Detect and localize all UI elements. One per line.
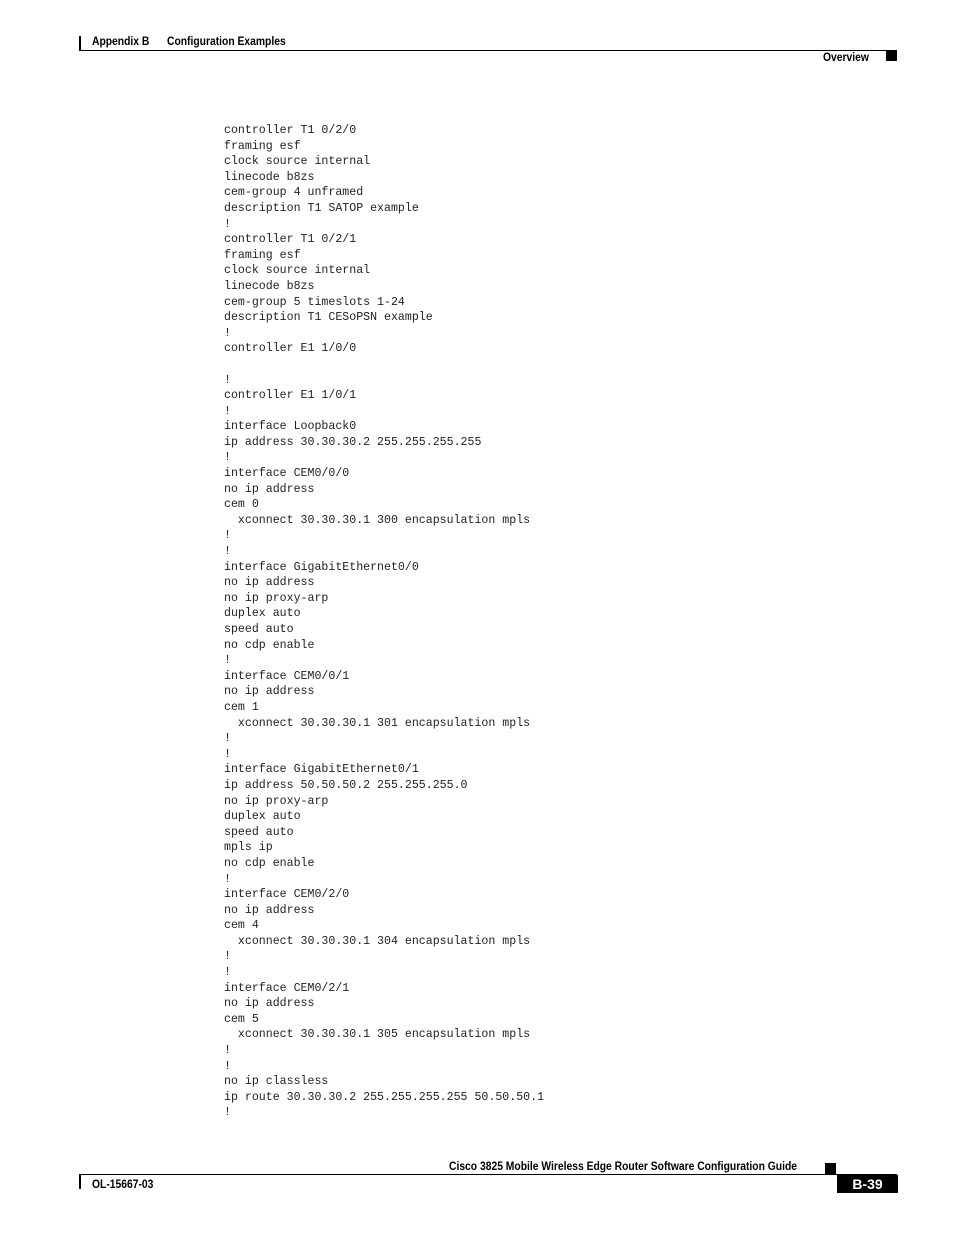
code-line: linecode b8zs [224, 279, 315, 293]
code-line: ! [224, 404, 231, 418]
code-line: no ip proxy-arp [224, 591, 329, 605]
code-line: interface GigabitEthernet0/1 [224, 763, 419, 777]
header-section: Appendix B [92, 34, 150, 48]
code-line: interface Loopback0 [224, 420, 357, 434]
code-line: no ip address [224, 482, 315, 496]
footer-guide-title: Cisco 3825 Mobile Wireless Edge Router Software Configuration Guide [449, 1159, 797, 1173]
footer-marker-block [825, 1163, 836, 1174]
header-rule [79, 50, 897, 51]
code-line: mpls ip [224, 841, 273, 855]
code-line: cem 1 [224, 700, 259, 714]
code-line: ! [224, 966, 231, 980]
code-line: duplex auto [224, 810, 301, 824]
code-line: clock source internal [224, 264, 371, 278]
header-marker-block [886, 51, 897, 61]
code-line: ! [224, 1044, 231, 1058]
code-line: ! [224, 732, 231, 746]
code-line: no ip address [224, 685, 315, 699]
code-line: ! [224, 654, 231, 668]
code-line: clock source internal [224, 155, 371, 169]
code-line: no ip address [224, 903, 315, 917]
code-line: description T1 SATOP example [224, 201, 419, 215]
config-code-listing [224, 123, 544, 1121]
code-line: no cdp enable [224, 638, 315, 652]
footer-doc-number: OL-15667-03 [92, 1177, 154, 1191]
footer-rule [79, 1174, 897, 1175]
code-line: xconnect 30.30.30.1 300 encapsulation mpls [224, 513, 531, 527]
code-line: cem 0 [224, 498, 259, 512]
code-line: ! [224, 747, 231, 761]
code-line: cem 5 [224, 1012, 259, 1026]
code-line: ! [224, 326, 231, 340]
header-chapter: Configuration Examples [167, 34, 286, 48]
code-line: speed auto [224, 825, 294, 839]
code-line: controller E1 1/0/0 [224, 342, 357, 356]
code-line: no ip classless [224, 1075, 329, 1089]
code-line: speed auto [224, 623, 294, 636]
code-line: linecode b8zs [224, 170, 315, 184]
code-line: controller T1 0/2/0 [224, 124, 357, 137]
code-line: ! [224, 1059, 231, 1073]
code-line: framing esf [224, 248, 301, 262]
code-line: interface CEM0/2/1 [224, 981, 350, 995]
code-line: ! [224, 950, 231, 964]
code-line: ! [224, 217, 231, 231]
header-left-tick [79, 36, 81, 51]
code-line: no ip proxy-arp [224, 794, 329, 808]
code-line: interface CEM0/0/0 [224, 467, 350, 481]
footer-left-tick [79, 1174, 81, 1189]
code-line: cem-group 5 timeslots 1-24 [224, 295, 405, 309]
code-line: ! [224, 872, 231, 886]
code-line: xconnect 30.30.30.1 301 encapsulation mpls [224, 716, 531, 730]
code-line: ip address 50.50.50.2 255.255.255.0 [224, 778, 468, 792]
code-line: framing esf [224, 139, 301, 153]
code-line: no ip address [224, 997, 315, 1011]
code-line: interface CEM0/0/1 [224, 669, 350, 683]
code-line: ! [224, 529, 231, 543]
code-line: ip address 30.30.30.2 255.255.255.255 [224, 435, 482, 449]
code-line: interface GigabitEthernet0/0 [224, 560, 419, 574]
code-line: controller T1 0/2/1 [224, 233, 357, 247]
code-line: description T1 CESoPSN example [224, 311, 433, 325]
code-line: duplex auto [224, 607, 301, 621]
code-line: xconnect 30.30.30.1 305 encapsulation mpls [224, 1028, 531, 1042]
code-line: controller E1 1/0/1 [224, 389, 357, 403]
code-line: ! [224, 373, 231, 387]
code-line: ip route 30.30.30.2 255.255.255.255 50.50.50.1 [224, 1090, 545, 1104]
page-number: B-39 [837, 1175, 898, 1193]
code-line: no cdp enable [224, 856, 315, 870]
code-line: ! [224, 1106, 231, 1120]
code-line: cem 4 [224, 919, 259, 933]
code-line: interface CEM0/2/0 [224, 888, 350, 902]
code-line: ! [224, 451, 231, 465]
header-topic: Overview [823, 50, 869, 64]
code-line: cem-group 4 unframed [224, 186, 364, 200]
code-line: ! [224, 545, 231, 559]
code-line: xconnect 30.30.30.1 304 encapsulation mpls [224, 934, 531, 948]
code-line: no ip address [224, 576, 315, 590]
